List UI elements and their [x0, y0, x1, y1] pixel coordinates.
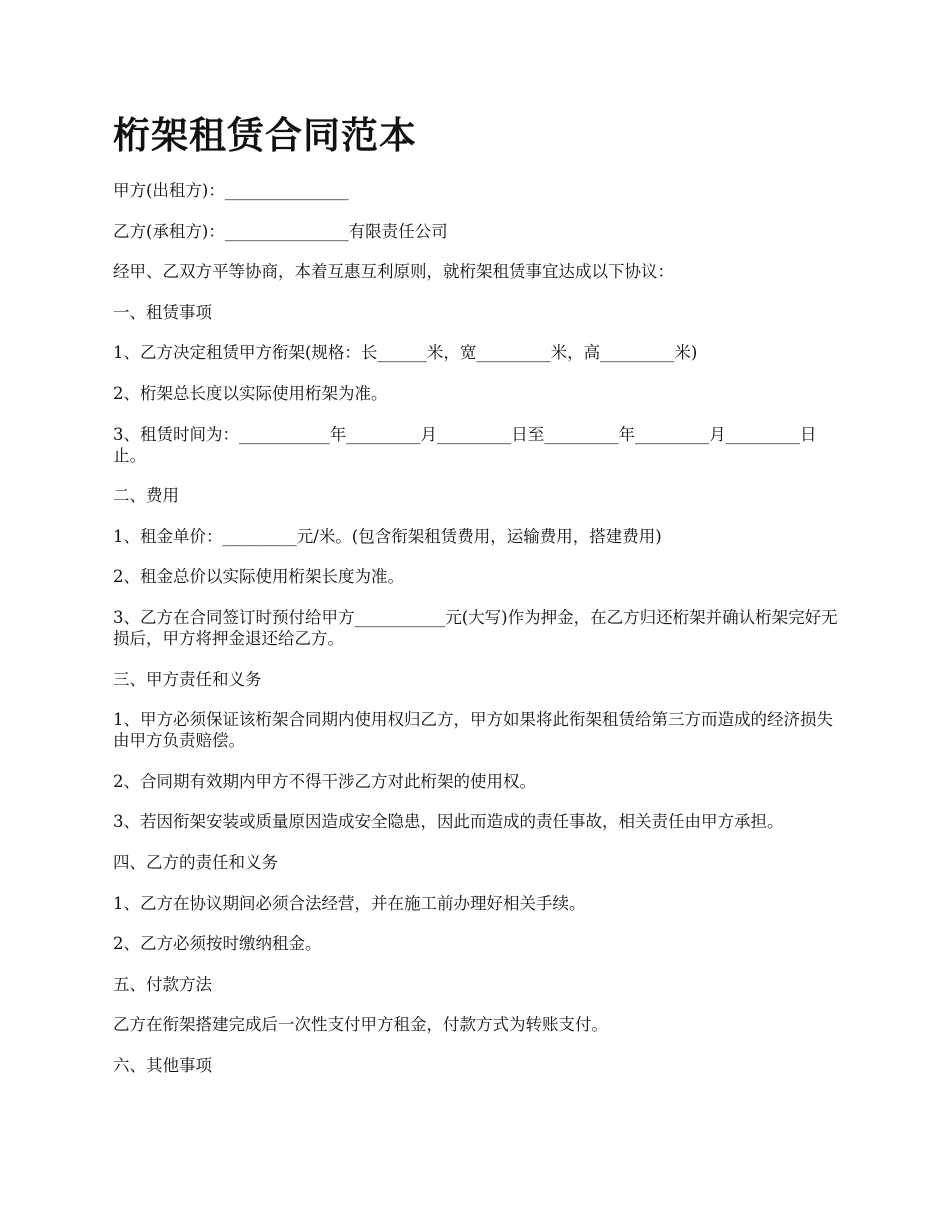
section-heading: 二、费用: [113, 486, 179, 506]
clause-paragraph: 2、桁架总长度以实际使用桁架为准。: [113, 383, 388, 403]
clause-paragraph: 1、甲方必须保证该桁架合同期内使用权归乙方，甲方如果将此衔架租赁给第三方而造成的经济损失由甲方负责赔偿。: [113, 710, 833, 751]
party-b-line: 乙方(承租方)：_______________有限责任公司: [113, 221, 448, 241]
clause-paragraph: 2、租金总价以实际使用桁架长度为准。: [113, 567, 404, 587]
document-title: 桁架租赁合同范本: [113, 114, 417, 157]
clause-paragraph: 2、合同期有效期内甲方不得干涉乙方对此桁架的使用权。: [113, 771, 536, 791]
clause-paragraph: 3、若因衔架安装或质量原因造成安全隐患，因此而造成的责任事故，相关责任由甲方承担。: [113, 812, 784, 832]
party-a-line: 甲方(出租方)：_______________: [113, 181, 349, 200]
section-heading: 五、付款方法: [113, 974, 212, 994]
clause-paragraph: 1、乙方在协议期间必须合法经营，并在施工前办理好相关手续。: [113, 893, 586, 913]
section-heading: 六、其他事项: [113, 1055, 212, 1075]
document-page: [113, 112, 840, 1095]
section-heading: 四、乙方的责任和义务: [113, 852, 278, 872]
clause-paragraph: 1、乙方决定租赁甲方衔架(规格：长______米，宽_________米，高_________米): [113, 343, 698, 363]
clause-paragraph: 2、乙方必须按时缴纳租金。: [113, 934, 322, 954]
clause-paragraph: 3、租赁时间为：___________年_________月_________日至_________年_________月_________日止。: [113, 424, 817, 465]
intro-paragraph: 经甲、乙双方平等协商，本着互惠互利原则，就桁架租赁事宜达成以下协议：: [113, 262, 674, 282]
section-heading: 三、甲方责任和义务: [113, 669, 262, 689]
clause-paragraph: 1、租金单价：_________元/米。(包含衔架租赁费用，运输费用，搭建费用): [113, 526, 662, 546]
section-heading: 一、租赁事项: [113, 302, 212, 322]
clause-paragraph: 乙方在衔架搭建完成后一次性支付甲方租金，付款方式为转账支付。: [113, 1015, 608, 1035]
clause-paragraph: 3、乙方在合同签订时预付给甲方___________元(大写)作为押金，在乙方归还桁架并确认桁架完好无损后，甲方将押金退还给乙方。: [113, 607, 838, 648]
